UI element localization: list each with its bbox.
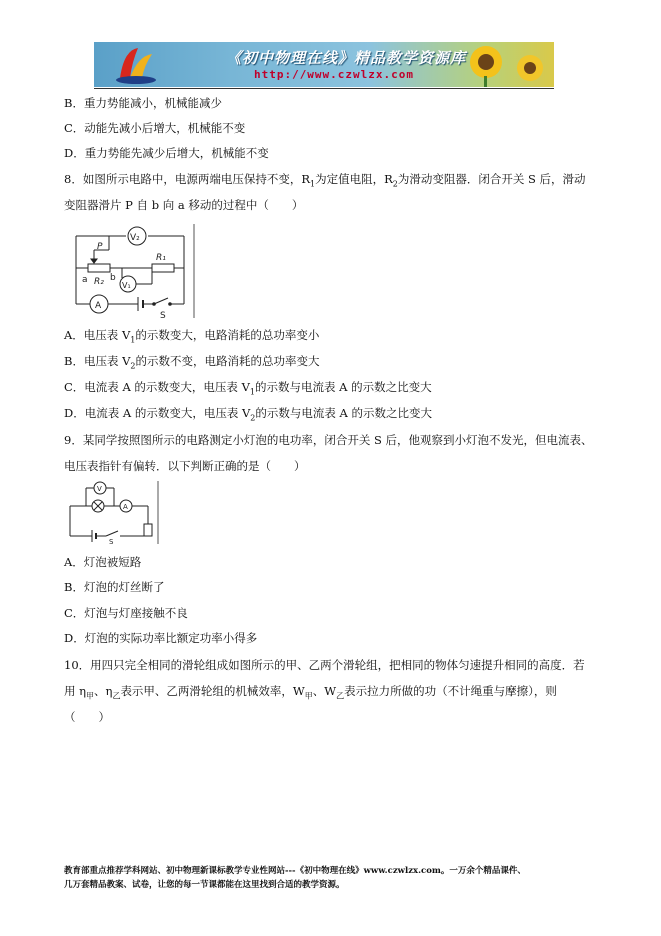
q9-option-c: C．灯泡与灯座接触不良 [64,606,188,620]
q8-a-pre: A．电压表 V [64,328,131,342]
header-banner [94,42,554,87]
sub-yi: 乙 [336,691,345,701]
a-label: a [82,275,88,285]
v2-sub: 2 [250,413,256,423]
q8-d-pre: D．电流表 A 的示数变大，电压表 V [64,406,251,420]
q10-text-d: 、W [312,684,337,698]
v1-sub: 1 [249,387,255,397]
q9-option-b: B．灯泡的灯丝断了 [64,580,165,594]
q8-d-post: 的示数与电流表 A 的示数之比变大 [255,406,433,420]
a-meter-label: A [95,301,102,311]
option-b-prev: B．重力势能减小，机械能减少 [64,96,222,110]
r2-symbol: R [384,172,393,186]
q8-line2: 变阻器滑片 P 自 b 向 a 移动的过程中（ ） [64,198,304,212]
sub-yi: 乙 [112,691,121,701]
r2-sub: 2 [392,179,398,189]
circuit-diagram-q9 [64,480,162,546]
q10-text-a: 用 η [64,684,87,698]
q8-text-c: 为滑动变阻器．闭合开关 S 后，滑动 [397,172,586,186]
q8-line1 [64,172,586,189]
q9-option-d: D．灯泡的实际功率比额定功率小得多 [64,631,258,645]
q8-c-post: 的示数与电流表 A 的示数之比变大 [254,380,432,394]
banner-url[interactable]: http://www.czwlzx.com [253,68,415,81]
q10-text-e: 表示拉力所做的功（不计绳重与摩擦），则 [344,684,557,698]
q10-text-c: 表示甲、乙两滑轮组的机械效率，W [120,684,305,698]
v1-label: V₁ [122,281,131,290]
sub-jia: 甲 [86,691,95,701]
r1-symbol: R [301,172,310,186]
q8-a-post: 的示数变大，电路消耗的总功率变小 [135,328,320,342]
q9-option-a: A．灯泡被短路 [64,555,142,569]
banner-title: 《初中物理在线》精品教学资源库 [225,49,466,67]
r2-label: R₂ [94,277,104,287]
r1-label: R₁ [156,253,166,263]
option-d-prev: D．重力势能先减少后增大，机械能不变 [64,146,269,160]
q9-line2: 电压表指针有偏转．以下判断正确的是（ ） [64,459,306,473]
option-c-prev: C．动能先减小后增大，机械能不变 [64,121,246,135]
circuit-diagram-q8 [64,222,196,320]
q8-c-pre: C．电流表 A 的示数变大，电压表 V [64,380,250,394]
q8-b-pre: B．电压表 V [64,354,131,368]
header-divider [94,88,554,89]
sub-jia: 甲 [304,691,313,701]
q8-option-b [64,354,320,371]
rheostat-r2 [88,264,110,272]
v1-sub: 1 [130,335,136,345]
q8-option-c [64,380,432,397]
v-label: V [97,485,102,493]
switch-s [154,298,168,304]
p-label: P [97,242,103,252]
q10-line1: 10．用四只完全相同的滑轮组成如图所示的甲、乙两个滑轮组，把相同的物体匀速提升相同的高度．若 [64,658,585,672]
q8-b-post: 的示数不变，电路消耗的总功率变大 [135,354,320,368]
rheostat [144,524,152,536]
q10-text-b: 、η [94,684,113,698]
slider-arrow [91,259,97,263]
q8-text-b: 为定值电阻， [315,172,385,186]
footer-line2: 几万套精品教案、试卷，让您的每一节课都能在这里找到合适的教学资源。 [64,880,345,890]
logo-icon [116,48,156,84]
b-label: b [110,273,116,283]
v2-sub: 2 [130,361,136,371]
a-label: A [123,503,128,511]
resistor-r1 [152,264,174,272]
s-label: S [160,311,166,320]
v2-label: V₂ [130,233,140,243]
q9-line1: 9．某同学按照图所示的电路测定小灯泡的电功率，闭合开关 S 后，他观察到小灯泡不发光，但电流表、 [64,433,593,447]
q8-option-a [64,328,320,345]
q10-line2 [64,684,557,701]
footer-line1: 教育部重点推荐学科网站、初中物理新课标教学专业性网站---《初中物理在线》www.czwlzx.com。一万余个精品课件、 [64,866,526,876]
q8-option-d [64,406,433,423]
q8-text-a: 8．如图所示电路中，电源两端电压保持不变， [64,172,302,186]
switch-s [106,531,118,536]
q10-line3: （ ） [64,710,110,724]
r1-sub: 1 [310,179,316,189]
s-label: S [109,538,114,546]
